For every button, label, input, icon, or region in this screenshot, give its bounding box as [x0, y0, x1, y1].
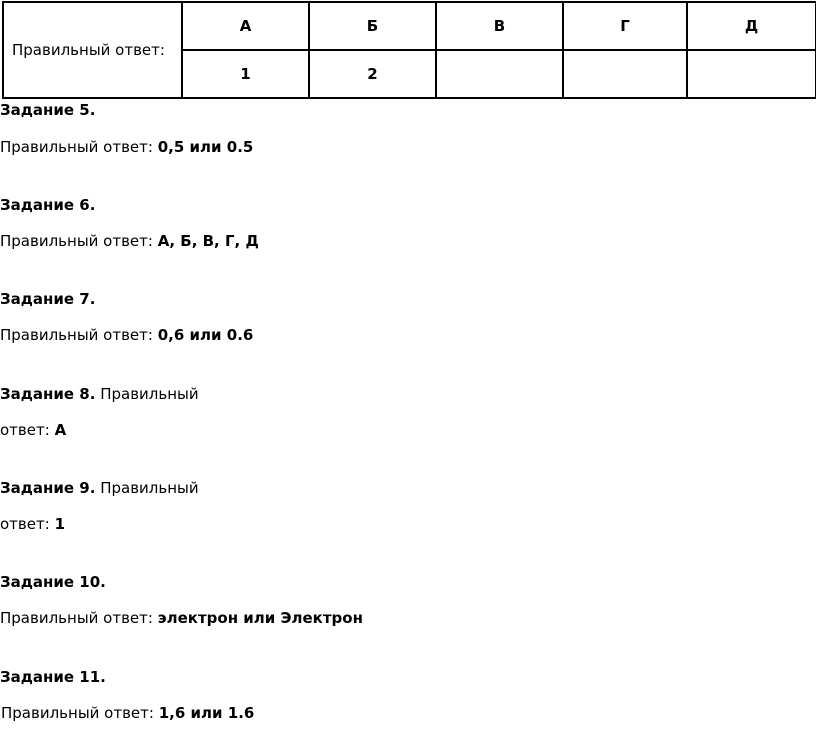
table-answer-cell — [687, 50, 816, 98]
answer-table — [2, 1, 816, 99]
task-8-title: Задание 8. Правильный — [0, 385, 199, 403]
task-9-answer: ответ: 1 — [0, 515, 65, 533]
task-9-title: Задание 9. Правильный — [0, 479, 199, 497]
table-answer-cell: 1 — [182, 50, 309, 98]
task-6-answer: Правильный ответ: А, Б, В, Г, Д — [0, 232, 259, 250]
table-answer-cell — [563, 50, 687, 98]
table-row-header — [3, 2, 816, 50]
table-header-cell: Г — [563, 2, 687, 50]
task-10-answer: Правильный ответ: электрон или Электрон — [0, 609, 363, 627]
table-header-cell: В — [436, 2, 563, 50]
task-7-title: Задание 7. — [0, 290, 96, 308]
task-5-title: Задание 5. — [0, 101, 96, 119]
table-answer-cell: 2 — [309, 50, 436, 98]
task-10-title: Задание 10. — [0, 573, 106, 591]
task-8-answer: ответ: А — [0, 421, 67, 439]
task-5-answer: Правильный ответ: 0,5 или 0.5 — [0, 138, 254, 156]
table-header-cell: Б — [309, 2, 436, 50]
task-7-answer: Правильный ответ: 0,6 или 0.6 — [0, 326, 254, 344]
table-row-label: Правильный ответ: — [3, 2, 182, 98]
task-11-title: Задание 11. — [0, 668, 106, 686]
task-11-answer: Правильный ответ: 1,6 или 1.6 — [1, 704, 255, 722]
table-header-cell: А — [182, 2, 309, 50]
table-header-cell: Д — [687, 2, 816, 50]
table-answer-cell — [436, 50, 563, 98]
task-6-title: Задание 6. — [0, 196, 96, 214]
